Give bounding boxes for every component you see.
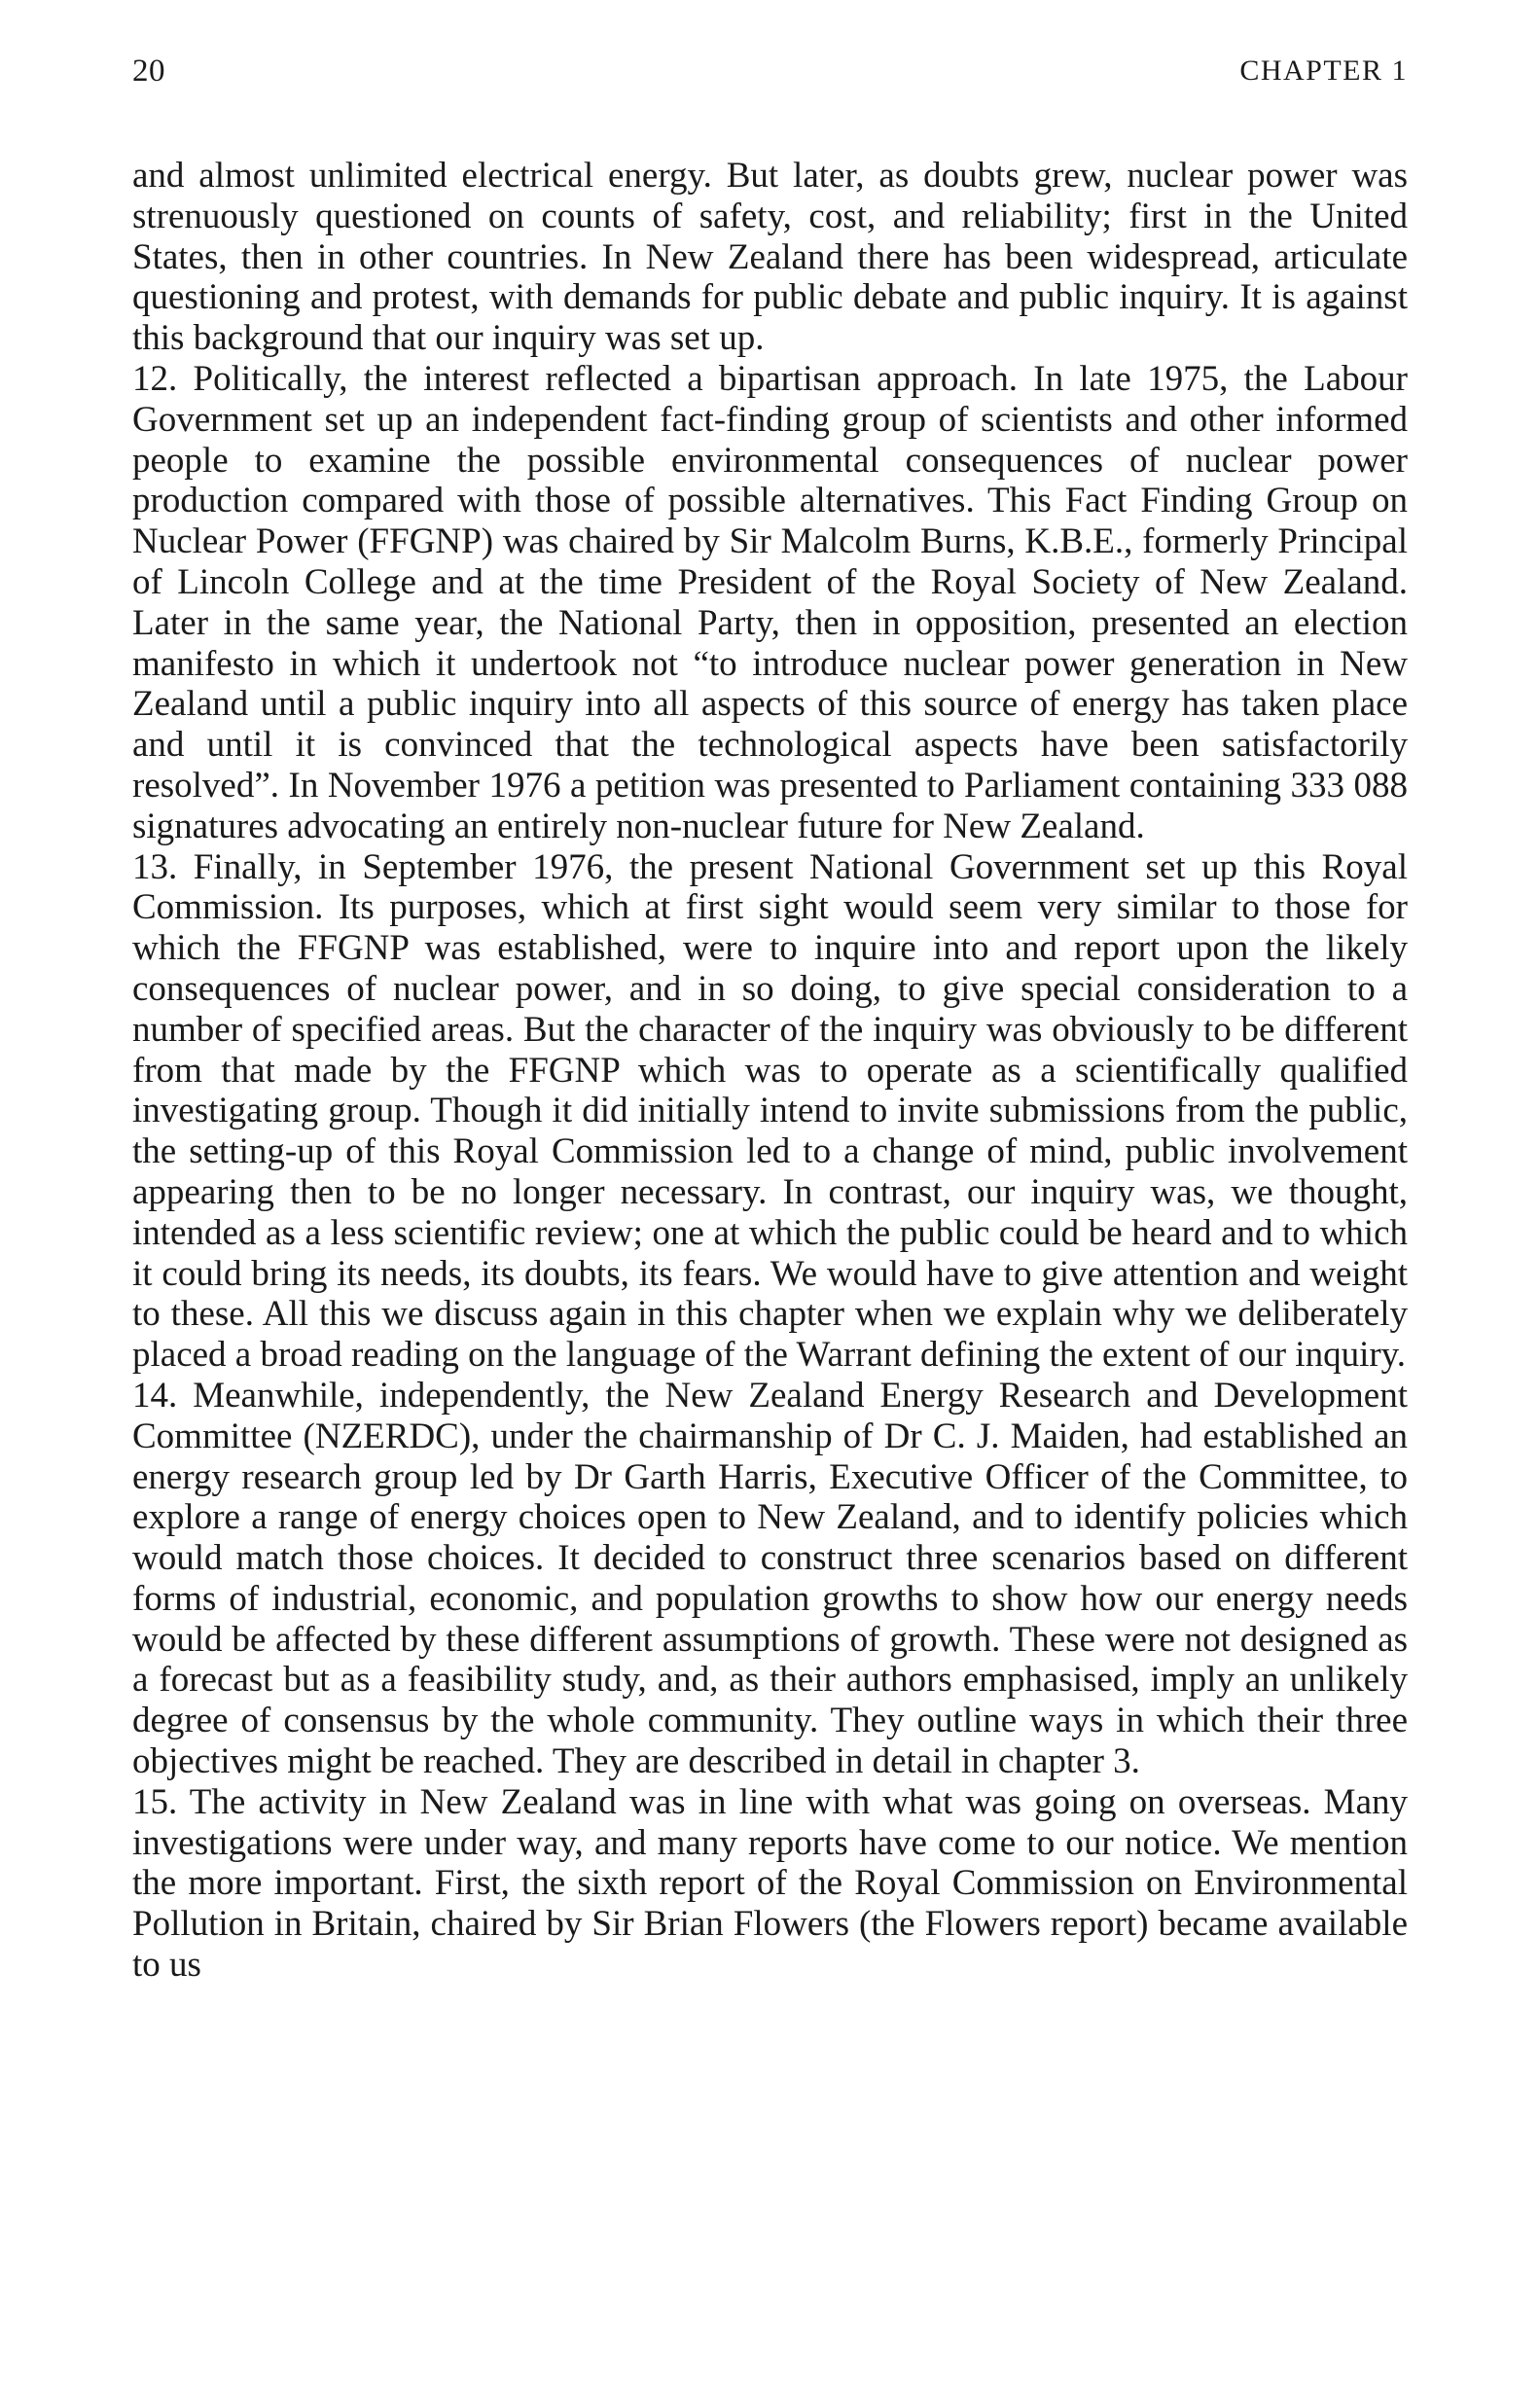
page-number: 20 bbox=[132, 54, 165, 89]
paragraph-12: 12. Politically, the interest reflected a bipartisan approach. In late 1975, the Labour Government set up an independent fact-finding group of scientists and other informed people to examine the possible environmental consequences of nuclear power production compared with those of possible alternatives. This Fact Finding Group on Nuclear Power (FFGNP) was chaired by Sir Malcolm Burns, K.B.E., formerly Principal of Lincoln College and at the time President of the Royal Society of New Zealand. Later in the same year, the National Party, then in opposition, presented an election manifesto in which it undertook not “to introduce nuclear power generation in New Zealand until a public inquiry into all aspects of this source of energy has taken place and until it is convinced that the technological aspects have been satisfactorily resolved”. In November 1976 a petition was presented to Parliament containing 333 088 signatures advocating an entirely non-nuclear future for New Zealand. bbox=[132, 358, 1408, 846]
body-text bbox=[132, 156, 1408, 1986]
chapter-label: CHAPTER 1 bbox=[1239, 54, 1408, 87]
paragraph-continuation: and almost unlimited electrical energy. But later, as doubts grew, nuclear power was strenuously questioned on counts of safety, cost, and reliability; first in the United States, then in other countries. In New Zealand there has been widespread, articulate questioning and protest, with demands for public debate and public inquiry. It is against this background that our inquiry was set up. bbox=[132, 156, 1408, 359]
paragraph-14: 14. Meanwhile, independently, the New Zealand Energy Research and Development Committee (NZERDC), under the chairmanship of Dr C. J. Maiden, had established an energy research group led by Dr Garth Harris, Executive Officer of the Committee, to explore a range of energy choices open to New Zealand, and to identify policies which would match those choices. It decided to construct three scenarios based on different forms of industrial, economic, and population growths to show how our energy needs would be affected by these different assumptions of growth. These were not designed as a forecast but as a feasibility study, and, as their authors emphasised, imply an unlikely degree of consensus by the whole community. They outline ways in which their three objectives might be reached. They are described in detail in chapter 3. bbox=[132, 1375, 1408, 1782]
paragraph-15: 15. The activity in New Zealand was in line with what was going on overseas. Many investigations were under way, and many reports have come to our notice. We mention the more important. First, the sixth report of the Royal Commission on Environmental Pollution in Britain, chaired by Sir Brian Flowers (the Flowers report) became available to us bbox=[132, 1781, 1408, 1986]
running-head bbox=[132, 47, 1408, 95]
paragraph-13: 13. Finally, in September 1976, the present National Government set up this Royal Commission. Its purposes, which at first sight would seem very similar to those for which the FFGNP was established, were to inquire into and report upon the likely consequences of nuclear power, and in so doing, to give special consideration to a number of specified areas. But the character of the inquiry was obviously to be different from that made by the FFGNP which was to operate as a scientifically qualified investigating group. Though it did initially intend to invite submissions from the public, the setting-up of this Royal Commission led to a change of mind, public involvement appearing then to be no longer necessary. In contrast, our inquiry was, we thought, intended as a less scientific review; one at which the public could be heard and to which it could bring its needs, its doubts, its fears. We would have to give attention and weight to these. All this we discuss again in this chapter when we explain why we deliberately placed a broad reading on the language of the Warrant defining the extent of our inquiry. bbox=[132, 846, 1408, 1376]
